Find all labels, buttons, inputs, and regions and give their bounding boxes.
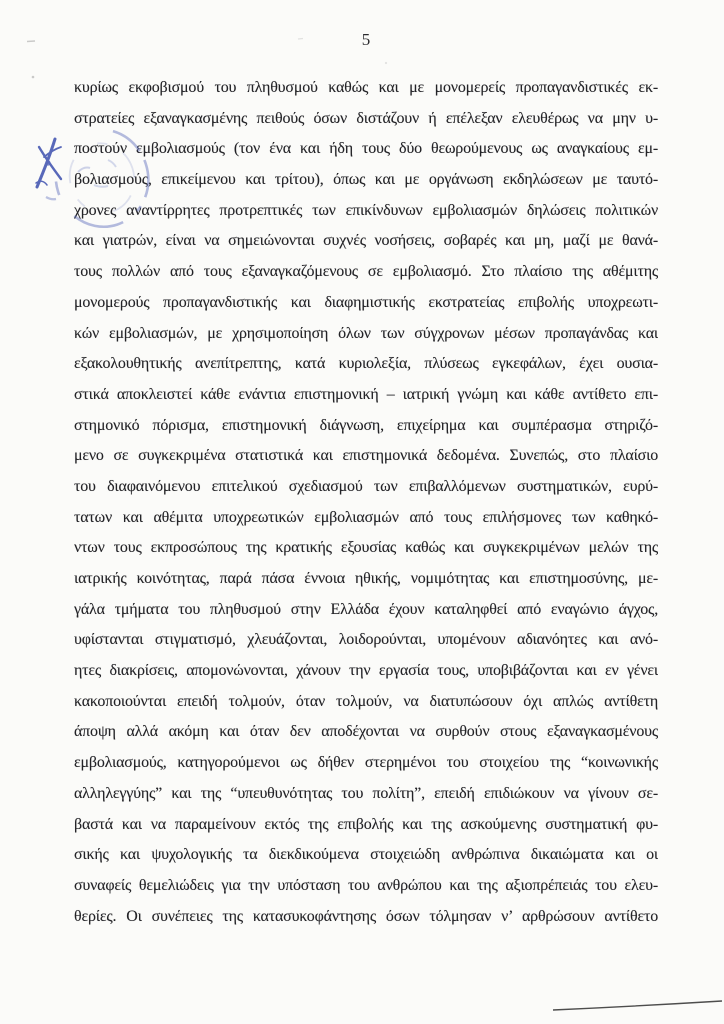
text-line: υφίστανται στιγματισμό, χλευάζονται, λοιδορούνται, υπομένουν αδιανόητες και ανό- [74, 631, 658, 649]
text-line: άποψη αλλά ακόμη και όταν δεν αποδέχονται να συρθούν στους εξαναγκασμένους [74, 723, 658, 741]
text-line: μενο σε συγκεκριμένα στατιστικά και επιστημονικά δεδομένα. Συνεπώς, στο πλαίσιο [74, 447, 658, 465]
text-line: τατων και αθέμιτα υποχρεωτικών εμβολιασμών από τους επιλήσμονες των καθηκό- [74, 508, 658, 526]
text-line: ιατρικής κοινότητας, παρά πάσα έννοια ηθικής, νομιμότητας και επιστημοσύνης, με- [74, 570, 658, 587]
text-line: μονομερούς προπαγανδιστικής και διαφημιστικής εκστρατείας επιβολής υποχρεωτι- [74, 293, 658, 311]
text-line: του διαφαινόμενου επιτελικού σχεδιασμού των επιβαλλόμενων συστηματικών, ευρύ- [74, 477, 658, 495]
text-line: στημονικό πόρισμα, επιστημονική διάγνωση, επιχείρημα και συμπέρασμα στηριζό- [74, 416, 658, 434]
text-line: συναφείς θεμελιώδεις για την υπόσταση του ανθρώπου και της αξιοπρέπειάς του ελευ- [74, 876, 658, 894]
text-line: αλληλεγγύης” και της “υπευθυνότητας του πολίτη”, επειδή επιδιώκουν να γίνουν σε- [74, 784, 658, 802]
text-line: χρονες αναντίρρητες προτρεπτικές των επικίνδυνων εμβολιασμών δηλώσεις πολιτικών [74, 201, 658, 219]
page-number: 5 [361, 30, 371, 49]
text-line: θερίες. Οι συνέπειες της κατασυκοφάντησης όσων τόλμησαν ν’ αρθρώσουν αντίθετο [74, 907, 658, 925]
text-line: εξακολουθητικής ανεπίτρεπτης, κατά κυριολεξία, πλύσεως εγκεφάλων, έχει ουσια- [74, 355, 658, 373]
text-line: κυρίως εκφοβισμού του πληθυσμού καθώς και με μονομερείς προπαγανδιστικές εκ- [74, 79, 658, 96]
text-line: βαστά και να παραμείνουν εκτός της επιβολής και της ασκούμενης συστηματική φυ- [74, 815, 658, 833]
text-line: εμβολιασμούς, κατηγορούμενοι ως δήθεν στερημένοι του στοιχείου της “κοινωνικής [74, 754, 658, 772]
body-text [74, 73, 658, 932]
text-line: κακοποιούνται επειδή τολμούν, όταν τολμούν, να διατυπώσουν όχι απλώς αντίθετη [74, 692, 658, 710]
text-line: τους πολλών από τους εξαναγκαζόμενους σε εμβολιασμό. Στο πλαίσιο της αθέμιτης [74, 263, 658, 281]
scan-artifact-line [553, 1001, 722, 1010]
text-line: βολιασμούς, επικείμενου και τρίτου), όπως και με οργάνωση εκδηλώσεων με ταυτό- [74, 171, 658, 189]
text-line: ντων τους εκπροσώπους της κρατικής εξουσίας καθώς και συγκεκριμένων μελών της [74, 539, 658, 557]
text-line: γάλα τμήματα του πληθυσμού στην Ελλάδα έχουν καταληφθεί από εναγώνιο άγχος, [74, 600, 658, 618]
text-line: και γιατρών, είναι να σημειώνονται συχνές νοσήσεις, σοβαρές και μη, μαζί με θανά- [74, 232, 658, 250]
text-line: ητες διακρίσεις, απομονώνονται, χάνουν την εργασία τους, υποβιβάζονται και εν γένει [74, 662, 658, 680]
text-line: σικής και ψυχολογικής τα διεκδικούμενα στοιχειώδη ανθρώπινα δικαιώματα και οι [74, 846, 658, 864]
text-line: στρατείες εξαναγκασμένης πειθούς όσων διστάζουν ή επέλεξαν ελευθέρως να μην υ- [74, 109, 658, 127]
text-line: στικά αποκλειστεί κάθε ενάντια επιστημονική – ιατρική γνώμη και κάθε αντίθετο επι- [74, 385, 658, 403]
text-line: ποστούν εμβολιασμούς (τον ένα και ήδη τους δύο θεωρούμενους ως αναγκαίους εμ- [74, 140, 658, 158]
blue-pen-mark-icon [36, 139, 61, 187]
text-line: κών εμβολιασμών, με χρησιμοποίηση όλων των σύγχρονων μέσων προπαγάνδας και [74, 324, 658, 342]
